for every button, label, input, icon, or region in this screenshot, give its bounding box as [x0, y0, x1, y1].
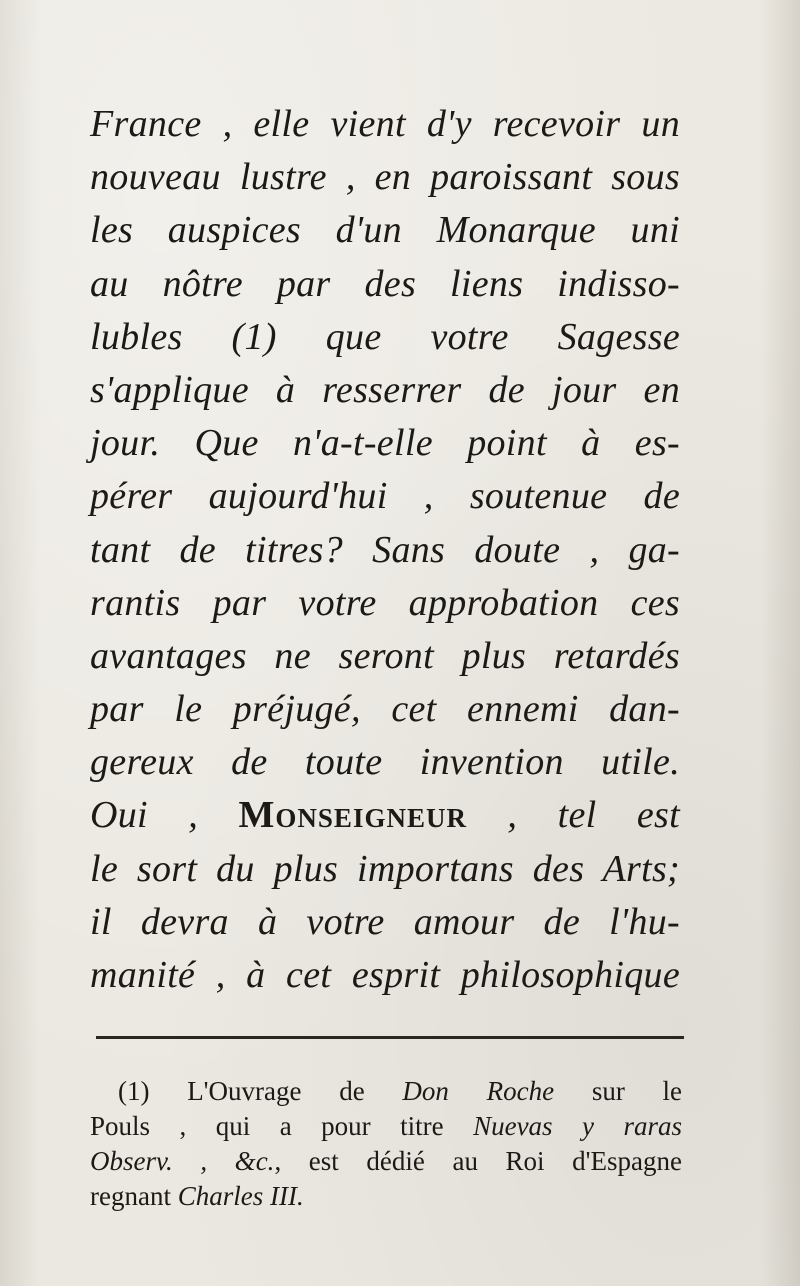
footnote-rule [96, 1036, 684, 1039]
text-line: lubles (1) que votre Sagesse [90, 315, 680, 358]
footnote-author: Don Roche [402, 1076, 555, 1106]
text-segment: , tel est [507, 794, 680, 837]
text-line: rantis par votre approbation ces [90, 581, 680, 624]
text-line: nouveau lustre , en paroissant sous [90, 156, 680, 199]
text-line: il devra à votre amour de l'hu- [90, 900, 680, 943]
footnote-segment: sur le [591, 1076, 683, 1106]
footnote-segment: , est dédié au Roi d'Espagne [274, 1146, 683, 1176]
text-line: pérer aujourd'hui , soutenue de [90, 475, 680, 518]
footnote-segment: (1) L'Ouvrage de [118, 1076, 365, 1106]
text-line: manité , à cet esprit philosophique [90, 954, 680, 996]
text-line: s'applique à resserrer de jour en [90, 368, 680, 411]
footnote-line [90, 1144, 682, 1179]
text-line: par le préjugé, cet ennemi dan- [90, 688, 680, 731]
small-caps-address: Monseigneur [238, 794, 467, 837]
text-line: avantages ne seront plus retardés [90, 634, 680, 677]
text-line: au nôtre par des liens indisso- [90, 262, 680, 305]
text-line: France , elle vient d'y recevoir un [90, 103, 680, 145]
footnote-segment-italic: Observ. , &c. [90, 1146, 275, 1176]
text-line: les auspices d'un Monarque uni [90, 209, 680, 252]
footnote-line [90, 1109, 682, 1144]
footnote-block [90, 1074, 682, 1214]
text-line: gereux de toute invention utile. [90, 741, 680, 784]
text-line [90, 789, 680, 842]
footnote-segment: Pouls , qui a pour titre [90, 1111, 444, 1141]
main-text-block [90, 98, 680, 1002]
text-segment: Oui , [90, 794, 199, 837]
text-line: le sort du plus importans des Arts; [90, 847, 680, 890]
footnote-line [90, 1179, 682, 1214]
footnote-line [90, 1074, 682, 1109]
text-line: tant de titres? Sans doute , ga- [90, 528, 680, 571]
footnote-title: Nuevas y raras [473, 1111, 683, 1141]
text-line: jour. Que n'a-t-elle point à es- [90, 422, 680, 465]
footnote-segment: regnant [90, 1181, 171, 1211]
footnote-king: Charles III. [177, 1181, 304, 1211]
